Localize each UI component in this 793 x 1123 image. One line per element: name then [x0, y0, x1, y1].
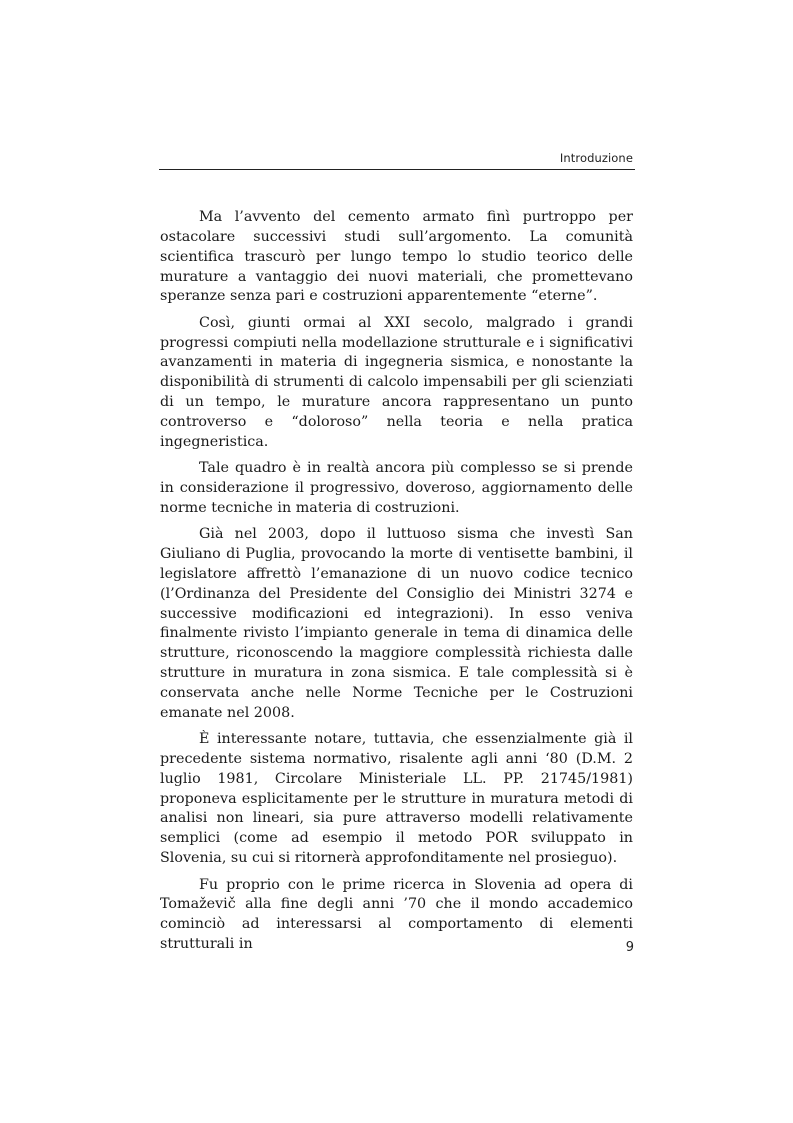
paragraph: Ma l’avvento del cemento armato finì purtroppo per ostacolare successivi studi sull’argomento. La comunità scientifica trascurò per lungo tempo lo studio teorico delle murature a vantaggio dei nuovi materiali, che promettevano speranze senza pari e costruzioni apparentemente “eterne”. [160, 209, 633, 305]
paragraph: Fu proprio con le prime ricerca in Slovenia ad opera di Tomaževič alla fine degli anni ’70 che il mondo accademico cominciò ad interessarsi al comportamento di elementi strutturali in [160, 876, 633, 953]
running-header [159, 151, 635, 170]
page-number: 9 [625, 940, 634, 955]
paragraph: Così, giunti ormai al XXI secolo, malgrado i grandi progressi compiuti nella modellazione strutturale e i significativi avanzamenti in materia di ingegneria sismica, e nonostante la disponibilità di strumenti di calcolo impensabili per gli scienziati di un tempo, le murature ancora rappresentano un punto controverso e “doloroso” nella teoria e nella pratica ingegneristica. [160, 314, 633, 450]
paragraph: Tale quadro è in realtà ancora più complesso se si prende in considerazione il progressivo, doveroso, aggiornamento delle norme tecniche in materia di costruzioni. [160, 460, 633, 516]
paragraph: Già nel 2003, dopo il luttuoso sisma che investì San Giuliano di Puglia, provocando la morte di ventisette bambini, il legislatore affrettò l’emanazione di un nuovo codice tecnico (l’Ordinanza del Presidente del Consiglio dei Ministri 3274 e successive modificazioni ed integrazioni). In esso veniva finalmente rivisto l’impianto generale in tema di dinamica delle strutture, riconoscendo la maggiore complessità richiesta dalle strutture in muratura in zona sismica. E tale complessità si è conservata anche nelle Norme Tecniche per le Costruzioni emanate nel 2008. [160, 526, 633, 721]
body-text [160, 208, 633, 955]
paragraph: È interessante notare, tuttavia, che essenzialmente già il precedente sistema normativo, risalente agli anni ‘80 (D.M. 2 luglio 1981, Circolare Ministeriale LL. PP. 21745/1981) proponeva esplicitamente per le strutture in muratura metodi di analisi non lineari, sia pure attraverso modelli relativamente semplici (come ad esempio il metodo POR sviluppato in Slovenia, su cui si ritornerà approfonditamente nel prosieguo). [160, 731, 633, 867]
chapter-title: Introduzione [559, 151, 633, 165]
